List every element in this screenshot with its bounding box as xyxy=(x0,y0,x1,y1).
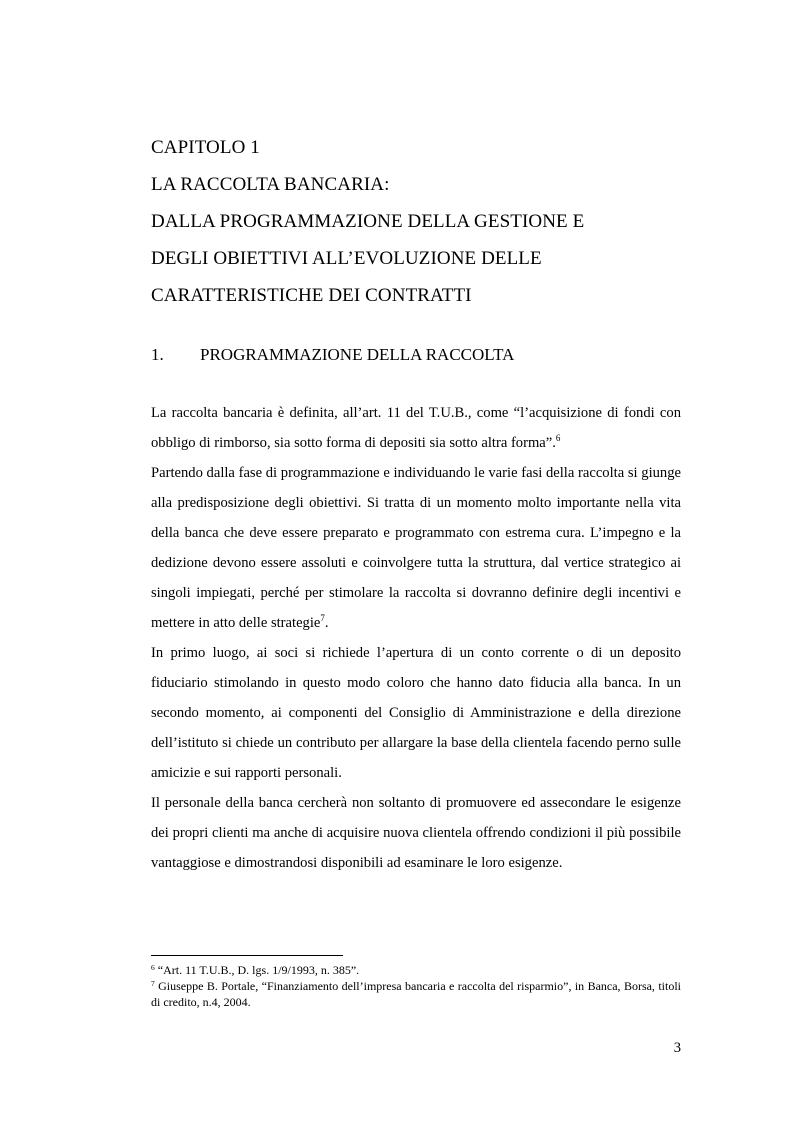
footnotes xyxy=(151,962,681,1010)
paragraph: In primo luogo, ai soci si richiede l’apertura di un conto corrente o di un deposito fiduciario stimolando in questo modo coloro che hanno dato fiducia alla banca. In un secondo momento, ai componenti del Consiglio di Amministrazione e della direzione dell’istituto si chiede un contributo per allargare la base della clientela facendo perno sulle amicizie e sui rapporti personali. xyxy=(151,645,681,781)
section-title: PROGRAMMAZIONE DELLA RACCOLTA xyxy=(200,345,515,364)
footnote-reference: 6 xyxy=(555,433,561,443)
paragraph: Il personale della banca cercherà non soltanto di promuovere ed assecondare le esigenze dei propri clienti ma anche di acquisire nuova clientela offrendo condizioni il più possibile vantaggiose e dimostrandosi disponibili ad esaminare le loro esigenze. xyxy=(151,795,681,871)
footnote-reference: 7 xyxy=(320,613,325,623)
paragraph xyxy=(151,458,681,638)
chapter-title-line: LA RACCOLTA BANCARIA: xyxy=(151,174,390,195)
paragraph xyxy=(151,398,681,458)
chapter-number-line: CAPITOLO 1 xyxy=(151,137,260,158)
footnote xyxy=(151,962,681,978)
footnote-text: “Art. 11 T.U.B., D. lgs. 1/9/1993, n. 385”. xyxy=(154,963,360,977)
chapter-title-line: DALLA PROGRAMMAZIONE DELLA GESTIONE E xyxy=(151,211,585,232)
footnote xyxy=(151,978,681,1010)
chapter-title xyxy=(151,129,691,314)
paragraph-text: La raccolta bancaria è definita, all’art. 11 del T.U.B., come “l’acquisizione di fondi con obbligo di rimborso, sia sotto forma di depositi sia sotto altra forma”. xyxy=(151,405,681,451)
footnote-number: 7 xyxy=(151,979,155,988)
footnote-number: 6 xyxy=(151,963,155,972)
footnote-text: Giuseppe B. Portale, “Finanziamento dell’impresa bancaria e raccolta del risparmio”, in Banca, Borsa, titoli di credito, n.4, 2004. xyxy=(151,979,681,1009)
body-text xyxy=(151,398,681,878)
section-number: 1. xyxy=(151,345,164,364)
footnote-divider xyxy=(151,955,343,956)
chapter-title-line: CARATTERISTICHE DEI CONTRATTI xyxy=(151,285,472,306)
paragraph-end: . xyxy=(324,615,329,631)
paragraph-text: Partendo dalla fase di programmazione e individuando le varie fasi della raccolta si giunge alla predisposizione degli obiettivi. Si tratta di un momento molto importante nella vita della banca che deve essere preparato e programmato con estrema cura. L’impegno e la dedizione devono essere assoluti e coinvolgere tutta la struttura, dal vertice strategico ai singoli impiegati, perché per stimolare la raccolta si dovranno definire degli incentivi e mettere in atto delle strategie xyxy=(151,465,681,631)
chapter-title-line: DEGLI OBIETTIVI ALL’EVOLUZIONE DELLE xyxy=(151,248,542,269)
page-number: 3 xyxy=(673,1040,681,1056)
section-heading xyxy=(151,342,514,368)
